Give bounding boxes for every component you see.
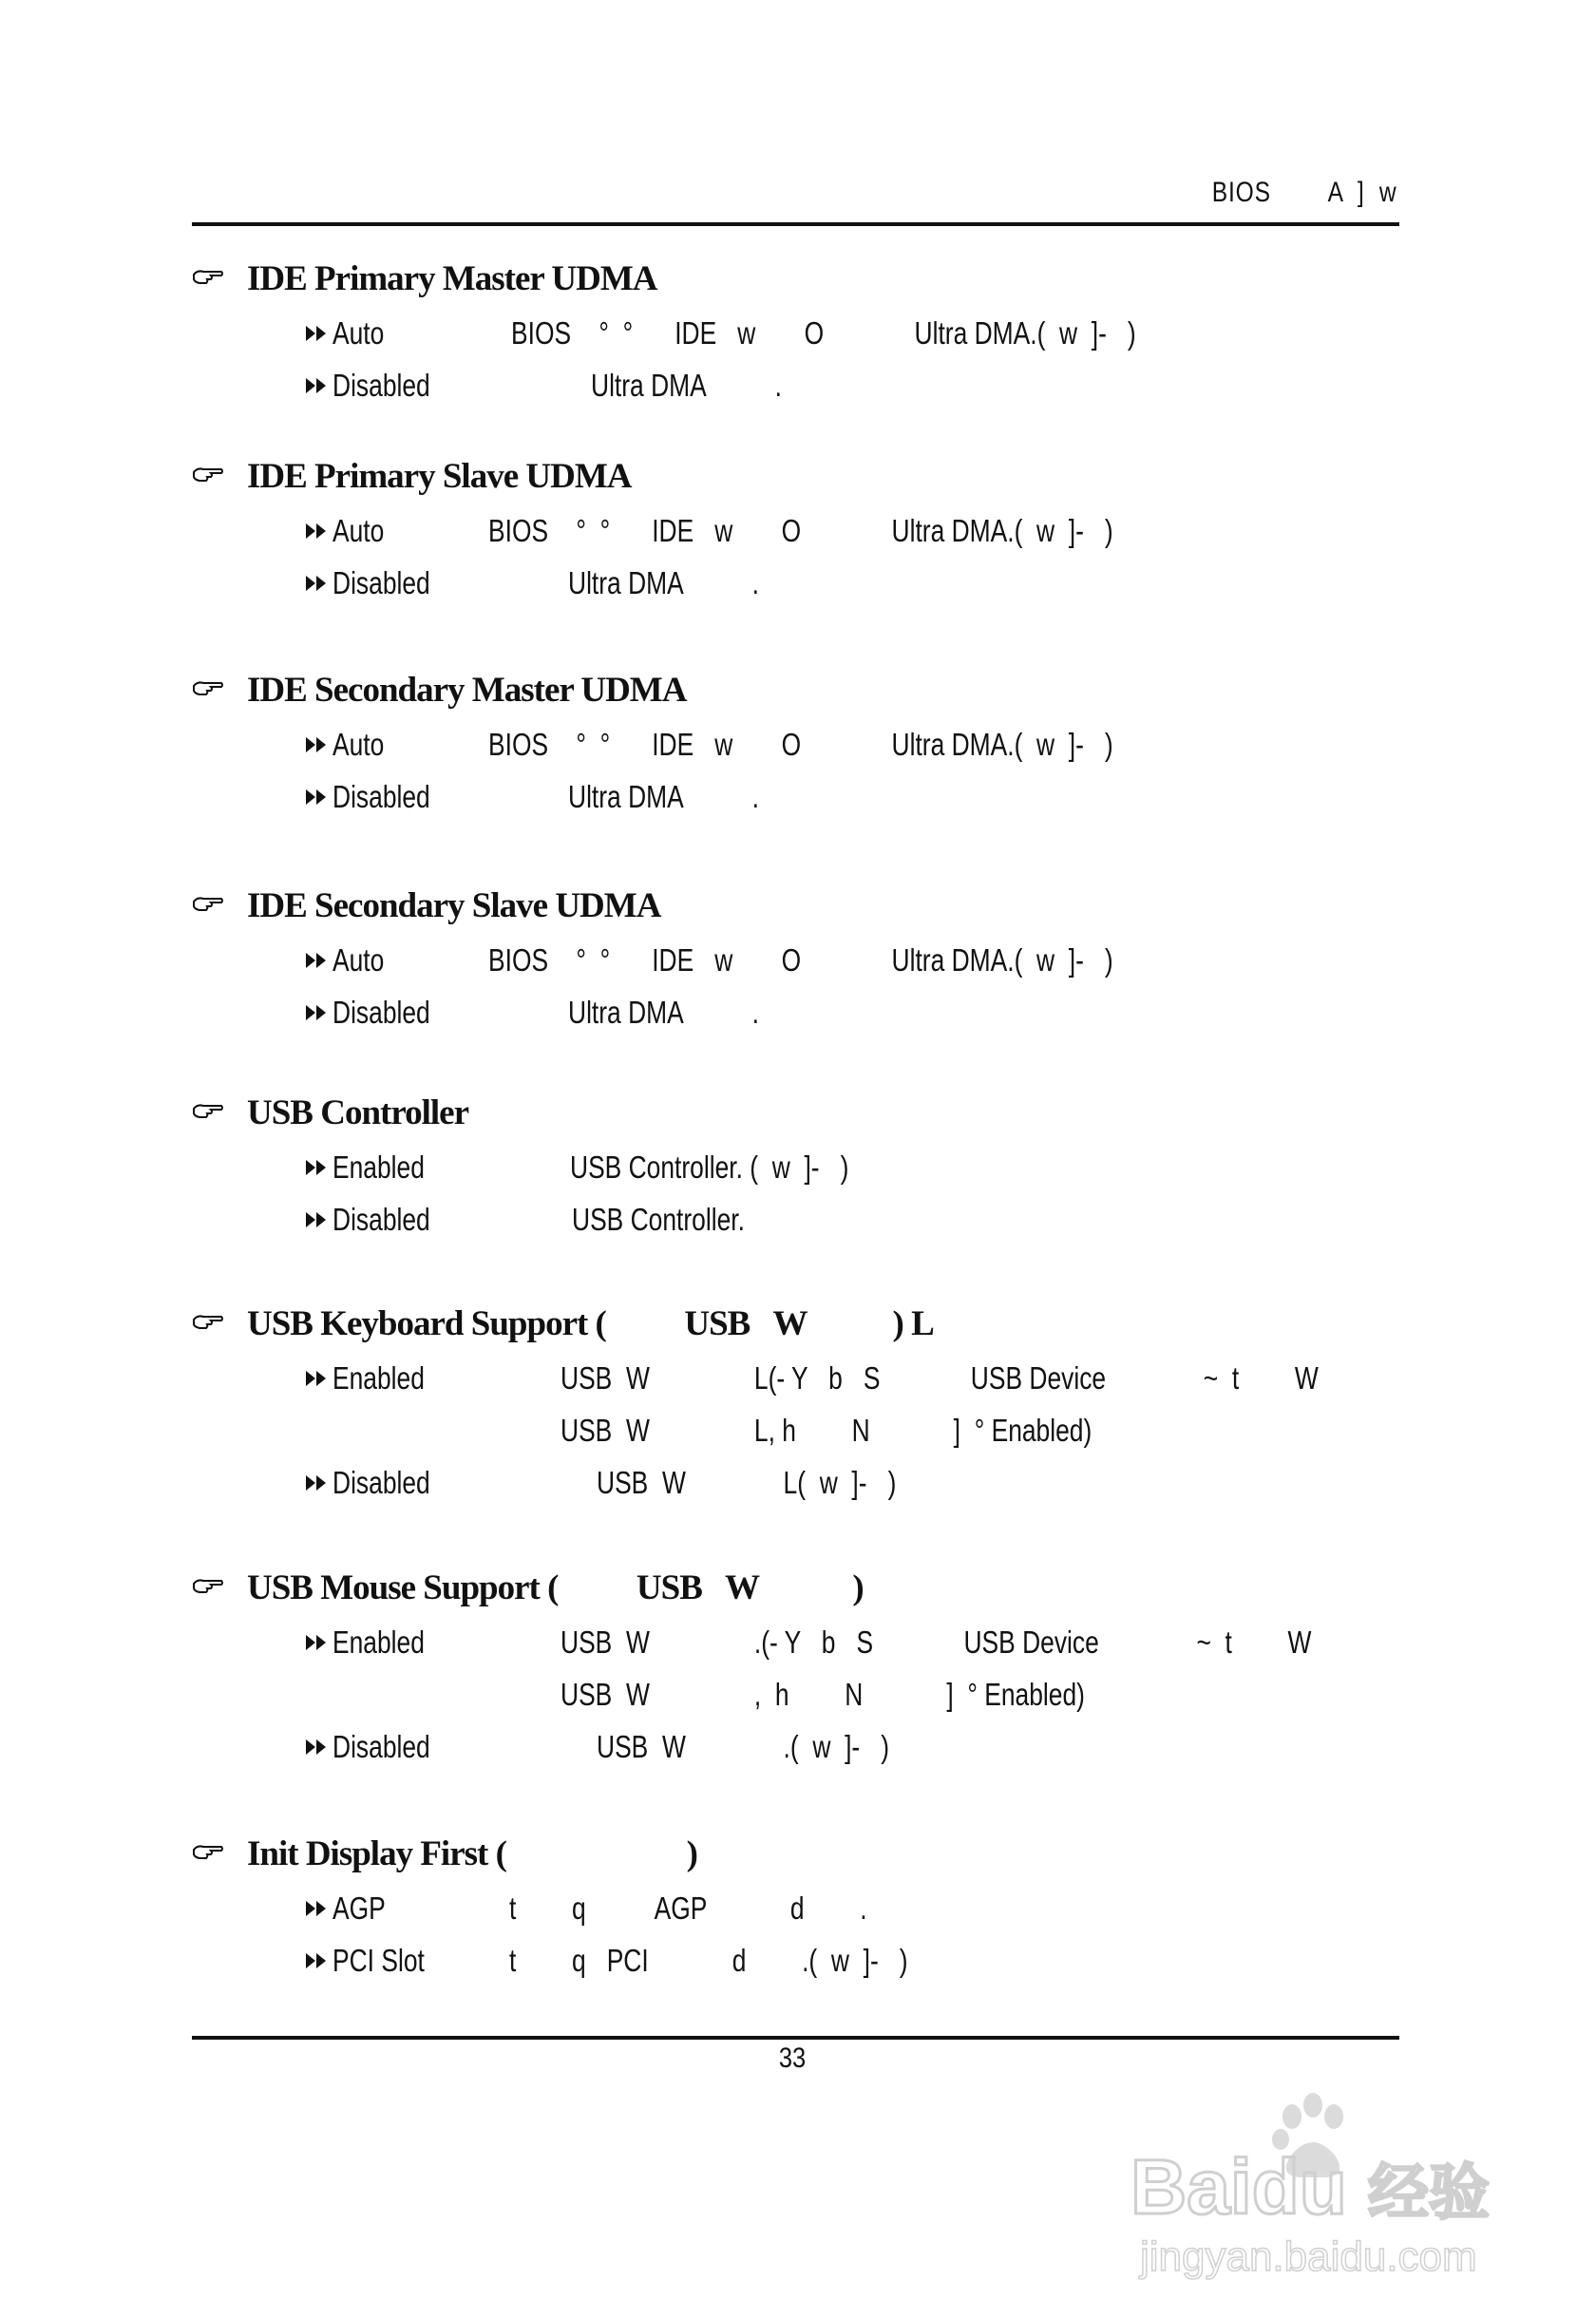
double-arrow-icon xyxy=(304,787,329,808)
page-number: 33 xyxy=(778,2042,807,2074)
option-description: t q PCI d .( w ]- ) xyxy=(509,1943,908,1978)
double-arrow-icon xyxy=(304,1472,329,1493)
option-description-continued: USB W L, h N ] ° Enabled) xyxy=(560,1413,1092,1448)
option-description: BIOS ° ° IDE w O Ultra DMA.( w ]- ) xyxy=(488,727,1113,762)
running-header: BIOS A ] w xyxy=(1211,177,1396,208)
pointing-hand-icon xyxy=(192,1100,224,1123)
option-row xyxy=(192,1360,1427,1413)
option-row xyxy=(192,727,1427,779)
option-row xyxy=(192,315,1427,368)
option-name: Auto xyxy=(332,315,385,351)
option-name: Auto xyxy=(332,942,385,978)
option-row xyxy=(192,1677,1427,1729)
section-title: IDE Primary Master UDMA xyxy=(247,259,657,298)
option-description-continued: USB W , h N ] ° Enabled) xyxy=(560,1677,1085,1712)
section-heading xyxy=(192,1303,1427,1360)
section-ide-secondary-slave-udma xyxy=(192,885,1427,1047)
option-description: BIOS ° ° IDE w O Ultra DMA.( w ]- ) xyxy=(511,315,1136,351)
section-ide-primary-slave-udma xyxy=(192,456,1427,618)
option-description: USB W L(- Y b S USB Device ~ t W xyxy=(560,1360,1319,1396)
option-row xyxy=(192,368,1427,420)
section-title: USB Controller xyxy=(247,1093,469,1132)
option-description: Ultra DMA . xyxy=(591,368,782,403)
section-usb-controller xyxy=(192,1092,1427,1254)
double-arrow-icon xyxy=(304,1002,329,1023)
section-init-display-first xyxy=(192,1834,1427,1995)
option-description: t q AGP d . xyxy=(509,1890,867,1926)
option-description: Ultra DMA . xyxy=(568,779,759,814)
pointing-hand-icon xyxy=(192,893,224,916)
double-arrow-icon xyxy=(304,1632,329,1653)
option-row xyxy=(192,1624,1427,1677)
section-title: Init Display First ( ) xyxy=(247,1834,697,1873)
option-row xyxy=(192,779,1427,831)
option-row xyxy=(192,1729,1427,1781)
section-heading xyxy=(192,456,1427,513)
option-description: Ultra DMA . xyxy=(568,565,759,600)
section-heading xyxy=(192,1092,1427,1150)
section-title: IDE Primary Slave UDMA xyxy=(247,457,632,496)
option-row xyxy=(192,1413,1427,1465)
option-description: USB Controller. xyxy=(572,1202,745,1237)
double-arrow-icon xyxy=(304,1950,329,1971)
option-description: BIOS ° ° IDE w O Ultra DMA.( w ]- ) xyxy=(488,513,1113,548)
section-heading xyxy=(192,1834,1427,1890)
pointing-hand-icon xyxy=(192,1841,224,1864)
option-name: Disabled xyxy=(332,1465,430,1500)
option-row xyxy=(192,1465,1427,1517)
option-row xyxy=(192,1150,1427,1202)
option-description: USB Controller. ( w ]- ) xyxy=(570,1150,849,1185)
option-name: Disabled xyxy=(332,565,430,600)
option-name: Disabled xyxy=(332,995,430,1030)
section-heading xyxy=(192,1568,1427,1624)
pointing-hand-icon xyxy=(192,677,224,700)
option-row xyxy=(192,1943,1427,1995)
option-name: Disabled xyxy=(332,1202,430,1237)
section-usb-keyboard-support xyxy=(192,1303,1427,1517)
footer-rule xyxy=(192,2036,1399,2040)
section-title: IDE Secondary Master UDMA xyxy=(247,671,687,710)
watermark-url: jingyan.baidu.com xyxy=(1140,2233,1477,2280)
double-arrow-icon xyxy=(304,734,329,755)
option-name: Enabled xyxy=(332,1360,425,1396)
section-title: USB Keyboard Support ( USB W ) L xyxy=(247,1304,934,1343)
section-ide-secondary-master-udma xyxy=(192,670,1427,831)
option-row xyxy=(192,1890,1427,1943)
double-arrow-icon xyxy=(304,1368,329,1389)
option-row xyxy=(192,1202,1427,1254)
double-arrow-icon xyxy=(304,573,329,594)
section-heading xyxy=(192,258,1427,315)
section-heading xyxy=(192,670,1427,727)
section-title: IDE Secondary Slave UDMA xyxy=(247,886,661,925)
option-description: Ultra DMA . xyxy=(568,995,759,1030)
option-name: PCI Slot xyxy=(332,1943,425,1978)
option-name: AGP xyxy=(332,1890,386,1926)
section-heading xyxy=(192,885,1427,942)
pointing-hand-icon xyxy=(192,1311,224,1334)
option-name: Auto xyxy=(332,513,385,548)
pointing-hand-icon xyxy=(192,266,224,289)
double-arrow-icon xyxy=(304,323,329,344)
option-description: BIOS ° ° IDE w O Ultra DMA.( w ]- ) xyxy=(488,942,1113,978)
header-rule xyxy=(192,222,1399,226)
double-arrow-icon xyxy=(304,950,329,971)
section-ide-primary-master-udma xyxy=(192,258,1427,420)
option-name: Disabled xyxy=(332,368,430,403)
baidu-jingyan-watermark xyxy=(1130,2080,1510,2290)
option-row xyxy=(192,565,1427,618)
option-description: USB W .( w ]- ) xyxy=(597,1729,890,1764)
option-name: Auto xyxy=(332,727,385,762)
option-row xyxy=(192,995,1427,1047)
double-arrow-icon xyxy=(304,1157,329,1178)
option-name: Disabled xyxy=(332,779,430,814)
option-name: Enabled xyxy=(332,1624,425,1660)
option-row xyxy=(192,513,1427,565)
option-description: USB W .(- Y b S USB Device ~ t W xyxy=(560,1624,1312,1660)
option-name: Enabled xyxy=(332,1150,425,1185)
section-title: USB Mouse Support ( USB W ) xyxy=(247,1568,864,1607)
section-usb-mouse-support xyxy=(192,1568,1427,1781)
double-arrow-icon xyxy=(304,1898,329,1919)
option-name: Disabled xyxy=(332,1729,430,1764)
double-arrow-icon xyxy=(304,1737,329,1758)
double-arrow-icon xyxy=(304,521,329,542)
double-arrow-icon xyxy=(304,1209,329,1230)
pointing-hand-icon xyxy=(192,464,224,486)
double-arrow-icon xyxy=(304,375,329,396)
option-description: USB W L( w ]- ) xyxy=(597,1465,897,1500)
pointing-hand-icon xyxy=(192,1575,224,1598)
option-row xyxy=(192,942,1427,995)
watermark-brand: Baidu xyxy=(1130,2144,1347,2231)
watermark-brand-cn: 经验 xyxy=(1368,2158,1490,2229)
